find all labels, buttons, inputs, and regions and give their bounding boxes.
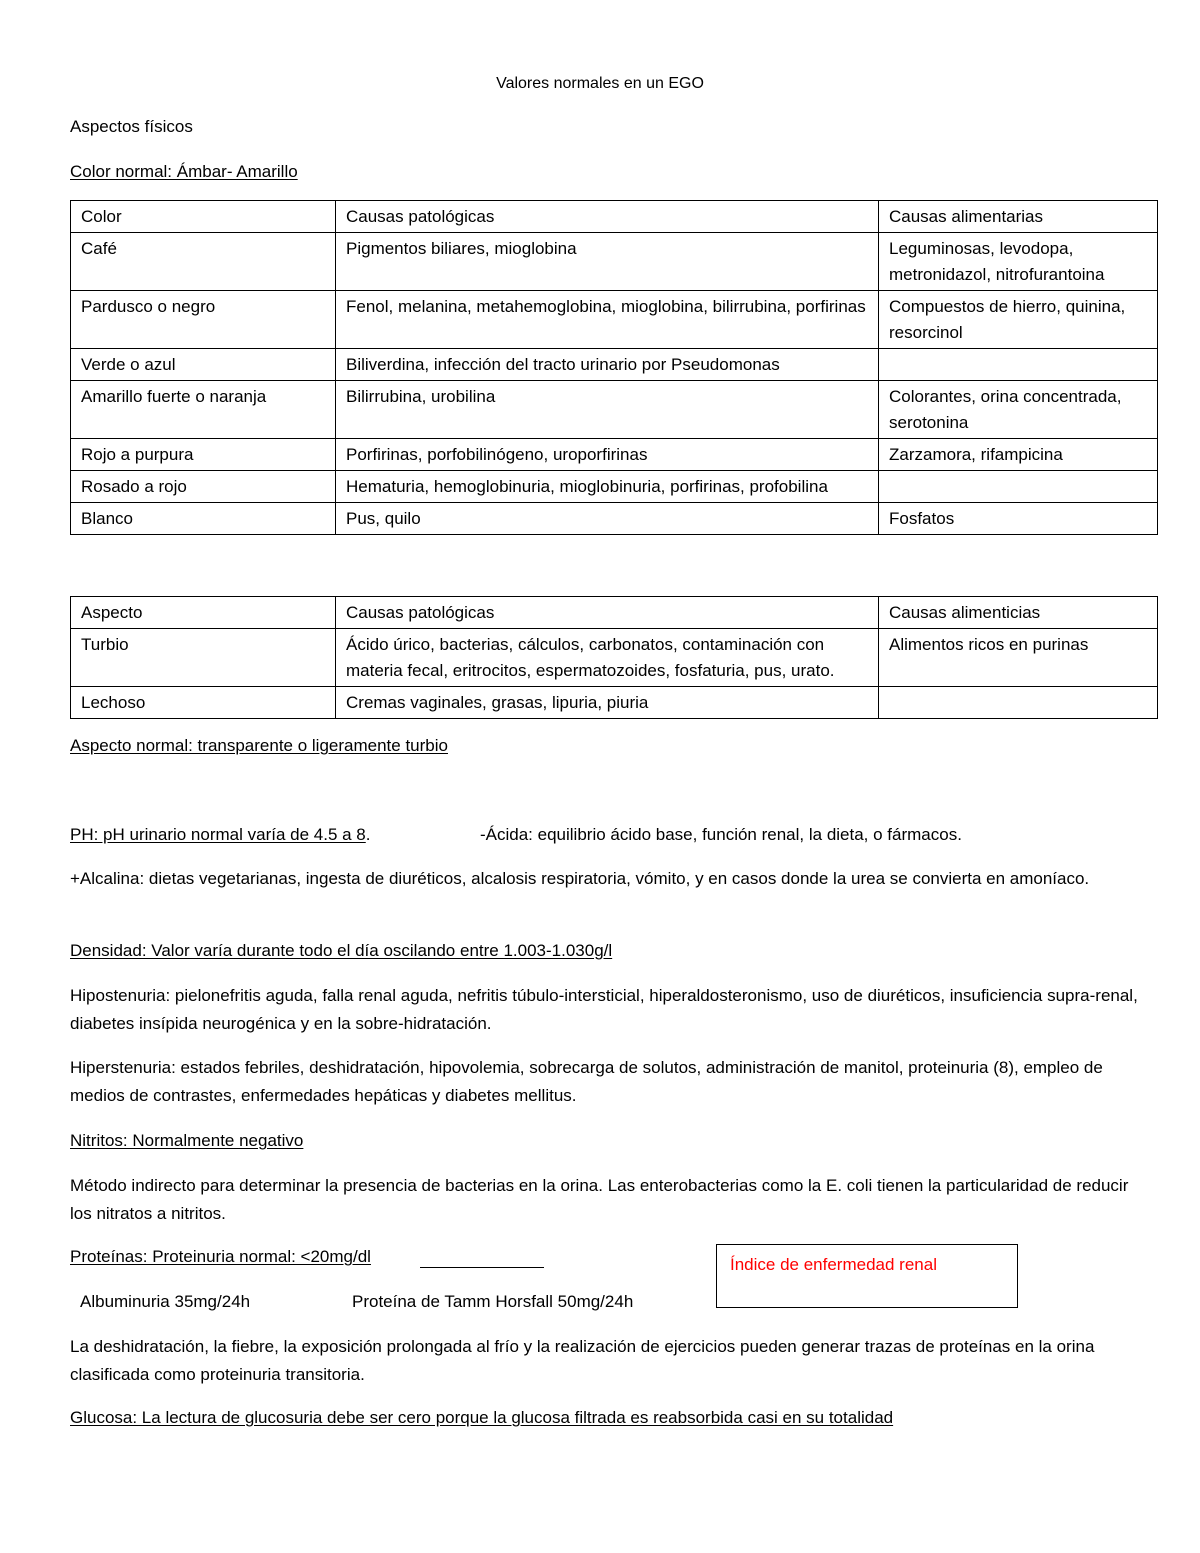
- table-cell: Fosfatos: [879, 503, 1158, 535]
- table-row: [71, 687, 1158, 719]
- header-cell: Causas alimentarias: [879, 201, 1158, 233]
- table-cell: Cremas vaginales, grasas, lipuria, piuria: [336, 687, 879, 719]
- density-heading: Densidad: Valor varía durante todo el día oscilando entre 1.003-1.030g/l: [70, 941, 613, 960]
- table-cell: Turbio: [71, 629, 336, 687]
- table-cell: Leguminosas, levodopa, metronidazol, nitrofurantoina: [879, 233, 1158, 291]
- table-header-row: [71, 201, 1158, 233]
- table-cell: Biliverdina, infección del tracto urinario por Pseudomonas: [336, 349, 879, 381]
- table-cell: Ácido úrico, bacterias, cálculos, carbonatos, contaminación con materia fecal, eritrocitos, espermatozoides, fosfaturia, pus, urato.: [336, 629, 879, 687]
- table-row: [71, 381, 1158, 439]
- table-header-row: [71, 597, 1158, 629]
- ph-heading: PH: pH urinario normal varía de 4.5 a 8: [70, 825, 366, 844]
- table-cell: [879, 687, 1158, 719]
- table-cell: Pus, quilo: [336, 503, 879, 535]
- table-cell: [879, 349, 1158, 381]
- ph-acid-text: -Ácida: equilibrio ácido base, función renal, la dieta, o fármacos.: [480, 825, 962, 844]
- table-cell: Pigmentos biliares, mioglobina: [336, 233, 879, 291]
- albuminuria-text: Albuminuria 35mg/24h: [80, 1292, 251, 1311]
- table-row: [71, 471, 1158, 503]
- table-cell: Zarzamora, rifampicina: [879, 439, 1158, 471]
- table-row: [71, 291, 1158, 349]
- table-cell: Blanco: [71, 503, 336, 535]
- hypersthenuria-text: Hiperstenuria: estados febriles, deshidratación, hipovolemia, sobrecarga de solutos, administración de manitol, proteinuria (8), empleo de medios de contrastes, enfermedades hepáticas y diabetes mellitus.: [70, 1058, 1103, 1105]
- table-cell: [879, 471, 1158, 503]
- hyposthenuria-text: Hipostenuria: pielonefritis aguda, falla renal aguda, nefritis túbulo-intersticial, hiperaldosteronismo, uso de diuréticos, insuficiencia supra-renal, diabetes insípida neurogénica y en la sobre-hidratación.: [70, 986, 1138, 1033]
- table-cell: Café: [71, 233, 336, 291]
- aspect-normal-heading: Aspecto normal: transparente o ligeramente turbio: [70, 736, 448, 755]
- table-cell: Alimentos ricos en purinas: [879, 629, 1158, 687]
- page-title: Valores normales en un EGO: [496, 75, 704, 92]
- aspect-table: [70, 596, 1158, 719]
- section-physical-heading: Aspectos físicos: [70, 117, 193, 136]
- header-cell: Aspecto: [71, 597, 336, 629]
- header-cell: Causas patológicas: [336, 201, 879, 233]
- color-normal-heading: Color normal: Ámbar- Amarillo: [70, 162, 298, 181]
- header-cell: Causas alimenticias: [879, 597, 1158, 629]
- table-cell: Rojo a purpura: [71, 439, 336, 471]
- table-cell: Fenol, melanina, metahemoglobina, mioglobina, bilirrubina, porfirinas: [336, 291, 879, 349]
- glucose-heading: Glucosa: La lectura de glucosuria debe ser cero porque la glucosa filtrada es reabsorbida casi en su totalidad: [70, 1408, 894, 1427]
- table-cell: Verde o azul: [71, 349, 336, 381]
- table-cell: Porfirinas, porfobilinógeno, uroporfirinas: [336, 439, 879, 471]
- table-row: [71, 503, 1158, 535]
- proteins-heading: Proteínas: Proteinuria normal: <20mg/dl: [70, 1247, 371, 1266]
- color-table: [70, 200, 1158, 535]
- table-row: [71, 629, 1158, 687]
- nitrites-heading: Nitritos: Normalmente negativo: [70, 1131, 304, 1150]
- proteins-text: La deshidratación, la fiebre, la exposición prolongada al frío y la realización de ejercicios pueden generar trazas de proteínas en la orina clasificada como proteinuria transitoria.: [70, 1337, 1095, 1384]
- table-cell: Colorantes, orina concentrada, serotonina: [879, 381, 1158, 439]
- table-cell: Hematuria, hemoglobinuria, mioglobinuria, porfirinas, profobilina: [336, 471, 879, 503]
- proteins-underline-extension: [420, 1267, 544, 1268]
- table-row: [71, 439, 1158, 471]
- table-cell: Compuestos de hierro, quinina, resorcinol: [879, 291, 1158, 349]
- nitrites-text: Método indirecto para determinar la presencia de bacterias en la orina. Las enterobacterias como la E. coli tienen la particularidad de reducir los nitratos a nitritos.: [70, 1176, 1129, 1223]
- table-cell: Rosado a rojo: [71, 471, 336, 503]
- table-cell: Bilirrubina, urobilina: [336, 381, 879, 439]
- table-row: [71, 233, 1158, 291]
- header-cell: Color: [71, 201, 336, 233]
- renal-index-box: [716, 1244, 1018, 1308]
- table-cell: Pardusco o negro: [71, 291, 336, 349]
- header-cell: Causas patológicas: [336, 597, 879, 629]
- ph-line: [70, 825, 371, 845]
- table-cell: Lechoso: [71, 687, 336, 719]
- table-cell: Amarillo fuerte o naranja: [71, 381, 336, 439]
- tamm-horsfall-text: Proteína de Tamm Horsfall 50mg/24h: [352, 1292, 634, 1311]
- ph-alkaline-text: +Alcalina: dietas vegetarianas, ingesta de diuréticos, alcalosis respiratoria, vómito, y en casos donde la urea se convierta en amoníaco.: [70, 869, 1090, 888]
- ph-period: .: [365, 825, 371, 844]
- renal-index-label: Índice de enfermedad renal: [730, 1255, 937, 1274]
- table-row: [71, 349, 1158, 381]
